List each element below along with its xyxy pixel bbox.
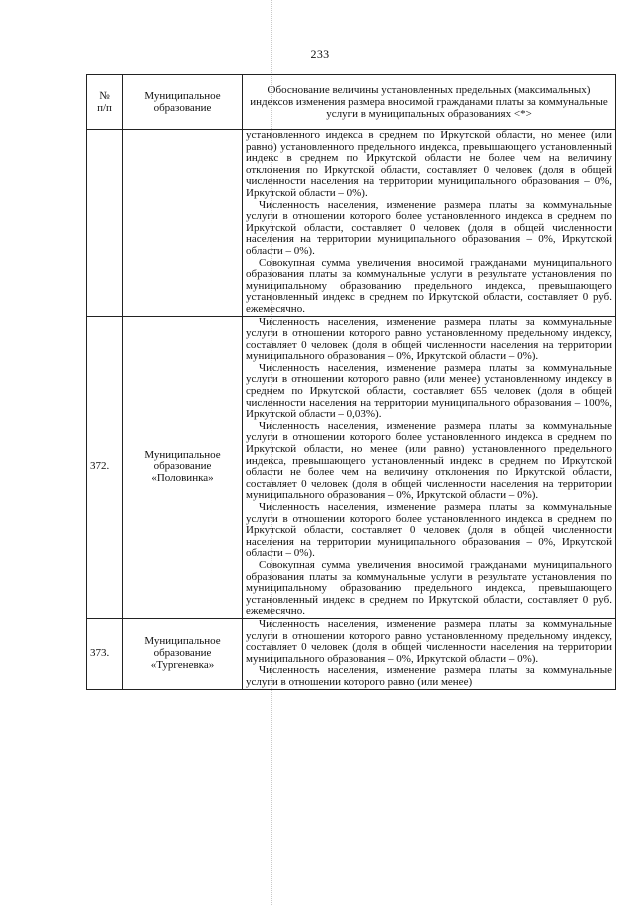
justification-text — [243, 618, 616, 689]
justification-paragraph: Численность населения, изменение размера платы за коммунальные услуги в отношении которого более установленного индекса в среднем по Иркутской области, составляет 0 человек (доля в общей численности населения на территории муниципального образования – 0%, Иркутской области – 0%). — [246, 501, 612, 560]
row-number — [87, 130, 123, 317]
justification-text — [243, 130, 616, 317]
justification-paragraph: Численность населения, изменение размера платы за коммунальные услуги в отношении которого равно (или менее) установленному индексу в среднем по Иркутской области, составляет 655 человек (доля в общей численности населения на территории муниципального образования – 100%, Иркутской области – 0,03%). — [246, 361, 612, 421]
table-row — [87, 130, 616, 317]
row-number: 372. — [87, 316, 123, 618]
header-municipality: Муниципальное образование — [123, 75, 243, 130]
justification-paragraph: Численность населения, изменение размера платы за коммунальные услуги в отношении которого равно установленному предельному индексу, составляет 0 человек (доля в общей численности населения на территории муниципального образования – 0%, Иркутской области – 0%). — [246, 315, 612, 363]
municipality-name: Муниципальное образование «Половинка» — [123, 316, 243, 618]
justification-paragraph: Численность населения, изменение размера платы за коммунальные услуги в отношении которого более установленного индекса в среднем по Иркутской области, составляет 0 человек (доля в общей численности населения на территории муниципального образования – 0%, Иркутской области – 0%). — [246, 198, 612, 257]
index-justification-table — [86, 74, 616, 690]
justification-text — [243, 316, 616, 618]
municipality-name: Муниципальное образование «Тургеневка» — [123, 618, 243, 689]
table-row — [87, 316, 616, 618]
justification-paragraph: Совокупная сумма увеличения вносимой гражданами муниципального образования платы за коммунальные услуги в результате установления по муниципальному образованию предельного индекса, превышающего установленный индекс в среднем по Иркутской области, составляет 0 руб. ежемесячно. — [246, 558, 612, 618]
justification-paragraph: Численность населения, изменение размера платы за коммунальные услуги в отношении которого более установленного индекса в среднем по Иркутской области, но менее (или равно) установленного предельного индекса, превышающего установленный индекс в среднем по Иркутской области не более чем на величину отклонения по Иркутской области, составляет 0 человек (доля в общей численности населения на территории муниципального образования – 0%, Иркутской области – 0%). — [246, 419, 612, 502]
page-number: 233 — [310, 47, 330, 61]
justification-paragraph: Численность населения, изменение размера платы за коммунальные услуги в отношении которого равно установленному предельному индексу, составляет 0 человек (доля в общей численности населения на территории муниципального образования – 0%, Иркутской области – 0%). — [246, 617, 612, 665]
municipality-name — [123, 130, 243, 317]
table-row — [87, 618, 616, 689]
table-header-row — [87, 75, 616, 130]
header-number: № п/п — [87, 75, 123, 130]
justification-paragraph: Совокупная сумма увеличения вносимой гражданами муниципального образования платы за коммунальные услуги в результате установления по муниципальному образованию предельного индекса, превышающего установленный индекс в среднем по Иркутской области, составляет 0 руб. ежемесячно. — [246, 256, 612, 315]
row-number: 373. — [87, 618, 123, 689]
justification-paragraph: установленного индекса в среднем по Иркутской области, но менее (или равно) установленного предельного индекса, превышающего установленный индекс в среднем по Иркутской области не более чем на величину отклонения по Иркутской области, составляет 0 человек (доля в общей численности населения на территории муниципального образования – 0%, Иркутской области – 0%). — [246, 129, 612, 199]
justification-paragraph: Численность населения, изменение размера платы за коммунальные услуги в отношении которого равно (или менее) — [246, 664, 612, 688]
header-justification: Обоснование величины установленных предельных (максимальных) индексов изменения размера вносимой гражданами платы за коммунальные услуги в муниципальных образованиях <*> — [243, 75, 616, 130]
